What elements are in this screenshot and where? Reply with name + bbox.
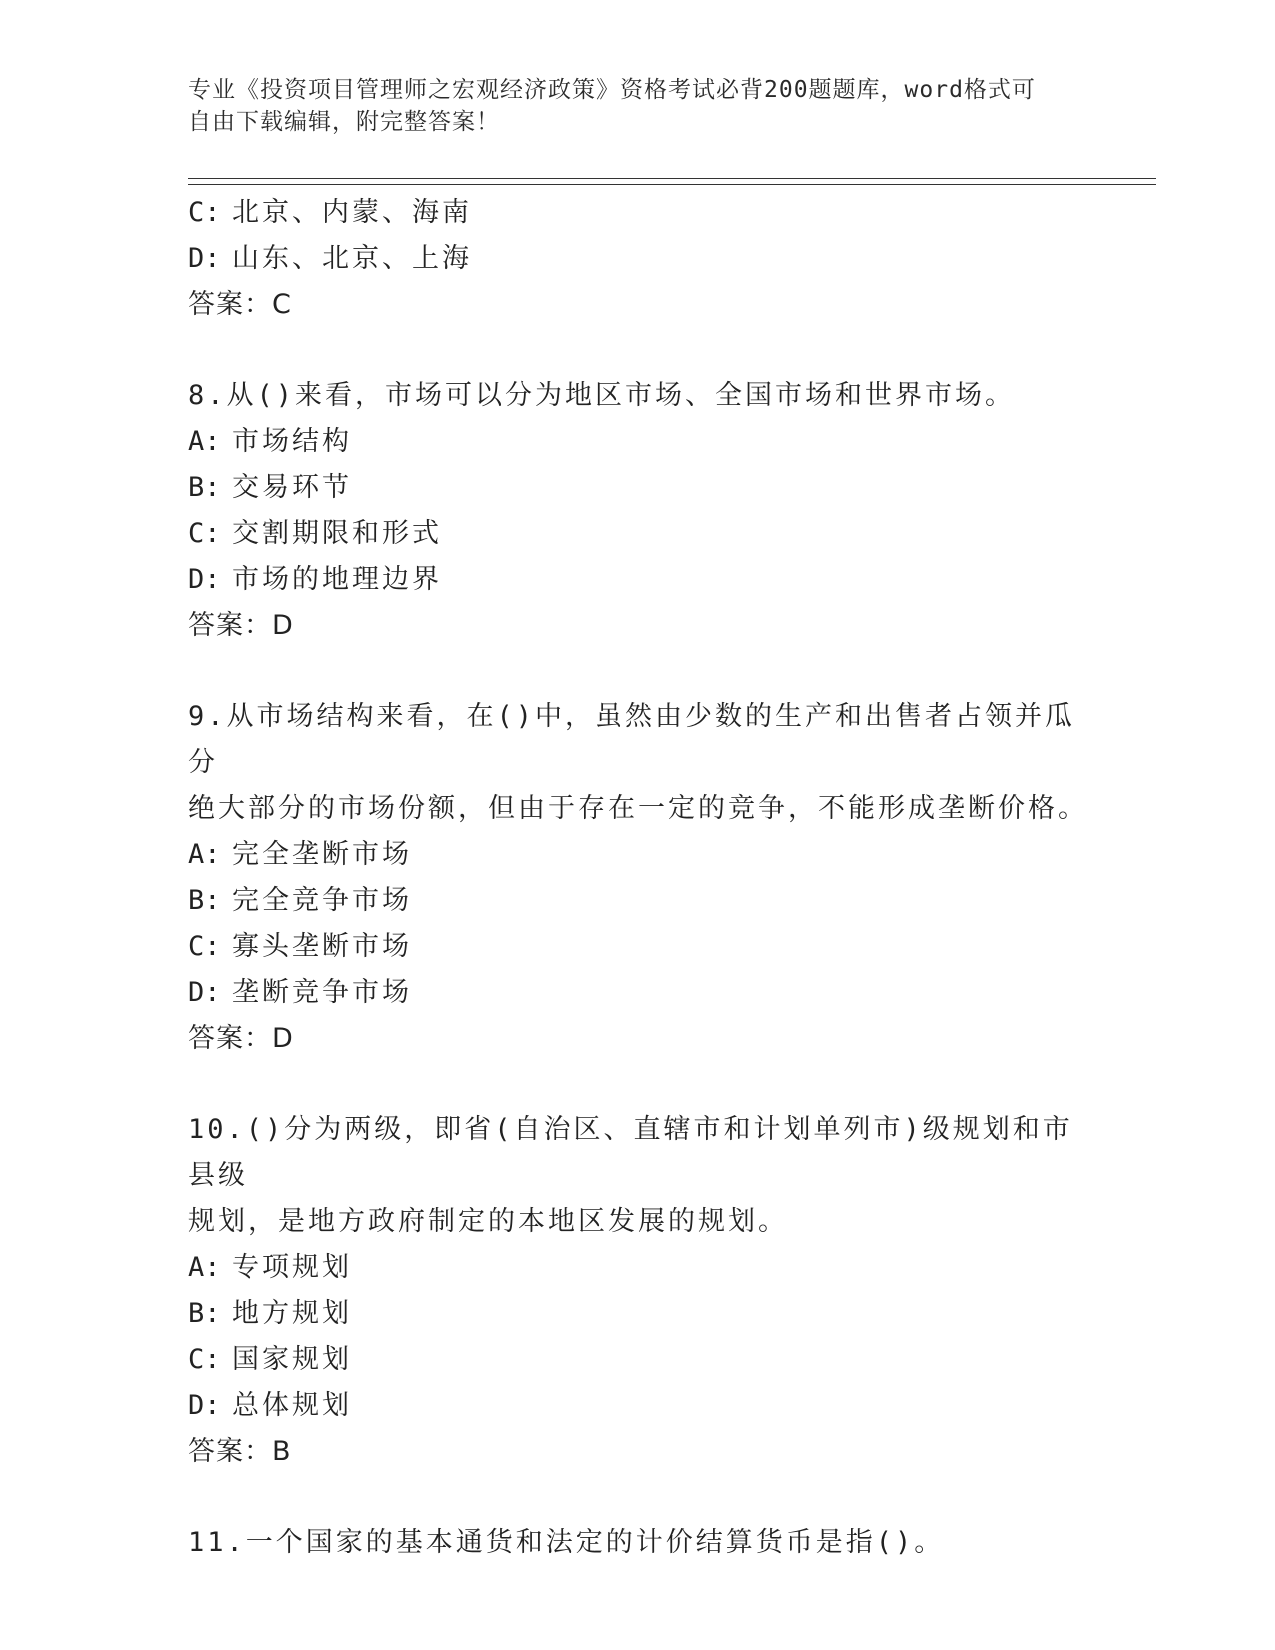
option-letter: A: xyxy=(188,1252,221,1283)
question-11 xyxy=(188,1520,1088,1566)
answer-line: 答案：D xyxy=(188,1023,294,1054)
option-letter: C: xyxy=(188,1344,221,1375)
question-7-continued xyxy=(188,190,1088,328)
option-c xyxy=(188,924,1088,970)
option-letter: C: xyxy=(188,931,221,962)
option-b xyxy=(188,878,1088,924)
option-letter: B: xyxy=(188,472,221,503)
document-header xyxy=(188,74,1068,138)
header-double-rule xyxy=(188,178,1156,185)
option-text: 交割期限和形式 xyxy=(232,518,442,549)
option-letter: A: xyxy=(188,839,221,870)
option-text: 总体规划 xyxy=(232,1390,352,1421)
option-b xyxy=(188,1291,1088,1337)
option-text: 北京、内蒙、海南 xyxy=(232,197,472,228)
option-c xyxy=(188,190,1088,236)
option-a xyxy=(188,419,1088,465)
option-text: 完全竞争市场 xyxy=(232,885,412,916)
option-text: 地方规划 xyxy=(232,1298,352,1329)
question-8 xyxy=(188,373,1088,649)
option-letter: B: xyxy=(188,885,221,916)
option-text: 专项规划 xyxy=(232,1252,352,1283)
answer-line: 答案：D xyxy=(188,610,294,641)
option-d xyxy=(188,236,1088,282)
option-a xyxy=(188,1245,1088,1291)
question-stem-line-2: 绝大部分的市场份额，但由于存在一定的竞争，不能形成垄断价格。 xyxy=(188,793,1088,824)
question-9 xyxy=(188,694,1088,1062)
answer-line: 答案：B xyxy=(188,1436,292,1467)
option-letter: D: xyxy=(188,564,221,595)
option-a xyxy=(188,832,1088,878)
option-letter: D: xyxy=(188,1390,221,1421)
question-list xyxy=(188,190,1088,1566)
option-letter: D: xyxy=(188,243,221,274)
option-text: 寡头垄断市场 xyxy=(232,931,412,962)
option-letter: D: xyxy=(188,977,221,1008)
option-c xyxy=(188,511,1088,557)
question-stem-line-2: 规划，是地方政府制定的本地区发展的规划。 xyxy=(188,1206,788,1237)
answer-line: 答案：C xyxy=(188,289,292,320)
option-text: 国家规划 xyxy=(232,1344,352,1375)
header-title-line-2: 自由下载编辑，附完整答案！ xyxy=(188,109,500,135)
question-stem-line-1: 10.()分为两级，即省(自治区、直辖市和计划单列市)级规划和市县级 xyxy=(188,1114,1073,1191)
option-letter: C: xyxy=(188,197,221,228)
option-letter: A: xyxy=(188,426,221,457)
option-text: 市场的地理边界 xyxy=(232,564,442,595)
option-b xyxy=(188,465,1088,511)
option-d xyxy=(188,970,1088,1016)
option-d xyxy=(188,557,1088,603)
option-text: 垄断竞争市场 xyxy=(232,977,412,1008)
question-10 xyxy=(188,1107,1088,1475)
option-letter: B: xyxy=(188,1298,221,1329)
option-c xyxy=(188,1337,1088,1383)
question-stem-line-1: 9.从市场结构来看，在()中，虽然由少数的生产和出售者占领并瓜分 xyxy=(188,701,1076,778)
option-letter: C: xyxy=(188,518,221,549)
option-text: 交易环节 xyxy=(232,472,352,503)
question-stem: 11.一个国家的基本通货和法定的计价结算货币是指()。 xyxy=(188,1527,945,1558)
header-title-line-1: 专业《投资项目管理师之宏观经济政策》资格考试必背200题题库，word格式可 xyxy=(188,77,1036,103)
option-d xyxy=(188,1383,1088,1429)
option-text: 市场结构 xyxy=(232,426,352,457)
question-stem: 8.从()来看，市场可以分为地区市场、全国市场和世界市场。 xyxy=(188,380,1016,411)
option-text: 山东、北京、上海 xyxy=(232,243,472,274)
option-text: 完全垄断市场 xyxy=(232,839,412,870)
